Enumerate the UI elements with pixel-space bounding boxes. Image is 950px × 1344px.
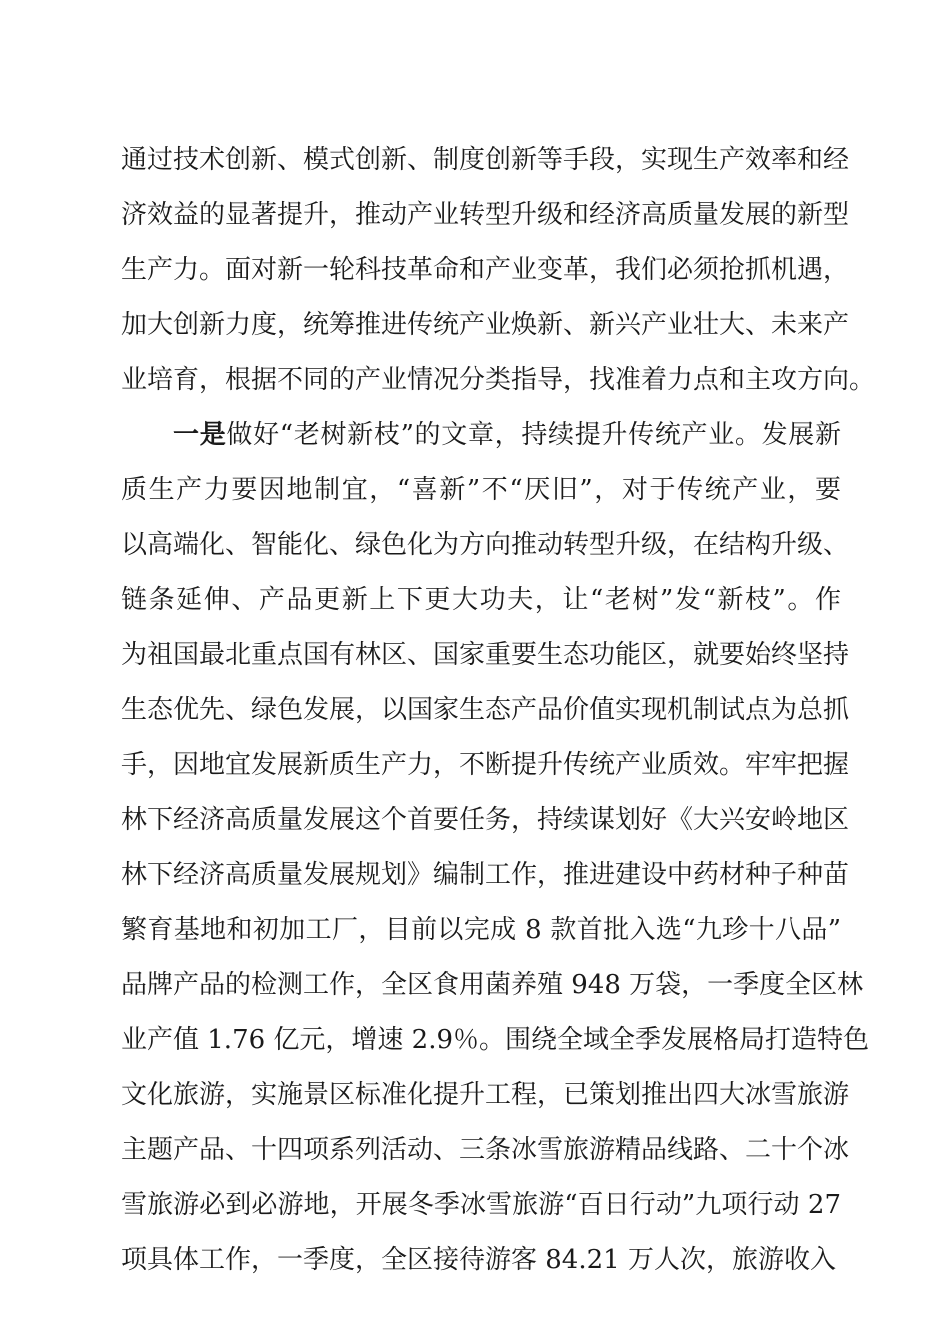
text-line: 业培育，根据不同的产业情况分类指导，找准着力点和主攻方向。 xyxy=(121,365,876,395)
text-line: 主题产品、十四项系列活动、三条冰雪旅游精品线路、二十个冰 xyxy=(121,1135,850,1165)
text-line-rest: 做好“老树新枝”的文章，持续提升传统产业。发展新 xyxy=(226,420,841,450)
text-line: 林下经济高质量发展这个首要任务，持续谋划好《大兴安岭地区 xyxy=(121,805,850,835)
text-line: 品牌产品的检测工作，全区食用菌养殖 948 万袋，一季度全区林 xyxy=(121,970,864,1000)
text-line: 生态优先、绿色发展，以国家生态产品价值实现机制试点为总抓 xyxy=(121,695,850,725)
text-line: 林下经济高质量发展规划》编制工作，推进建设中药材种子种苗 xyxy=(121,860,850,890)
paragraph-lead-line xyxy=(173,412,841,458)
text-line: 业产值 1.76 亿元，增速 2.9％。围绕全域全季发展格局打造特色 xyxy=(121,1025,870,1055)
paragraph-lead-label: 一是 xyxy=(173,420,227,450)
text-line: 项具体工作，一季度，全区接待游客 84.21 万人次，旅游收入 xyxy=(121,1245,836,1275)
text-line: 雪旅游必到必游地，开展冬季冰雪旅游“百日行动”九项行动 27 xyxy=(121,1190,841,1220)
text-line: 手，因地宜发展新质生产力，不断提升传统产业质效。牢牢把握 xyxy=(121,750,850,780)
text-line: 链条延伸、产品更新上下更大功夫，让“老树”发“新枝”。作 xyxy=(121,585,841,615)
text-line: 文化旅游，实施景区标准化提升工程，已策划推出四大冰雪旅游 xyxy=(121,1080,850,1110)
text-line: 济效益的显著提升，推动产业转型升级和经济高质量发展的新型 xyxy=(121,200,850,230)
text-line: 质生产力要因地制宜，“喜新”不“厌旧”，对于传统产业，要 xyxy=(121,475,841,505)
text-line: 生产力。面对新一轮科技革命和产业变革，我们必须抢抓机遇， xyxy=(121,255,850,285)
text-line: 繁育基地和初加工厂，目前以完成 8 款首批入选“九珍十八品” xyxy=(121,915,841,945)
text-line: 加大创新力度，统筹推进传统产业焕新、新兴产业壮大、未来产 xyxy=(121,310,850,340)
text-line: 以高端化、智能化、绿色化为方向推动转型升级，在结构升级、 xyxy=(121,530,850,560)
text-line: 通过技术创新、模式创新、制度创新等手段，实现生产效率和经 xyxy=(121,145,850,175)
text-line: 为祖国最北重点国有林区、国家重要生态功能区，就要始终坚持 xyxy=(121,640,850,670)
